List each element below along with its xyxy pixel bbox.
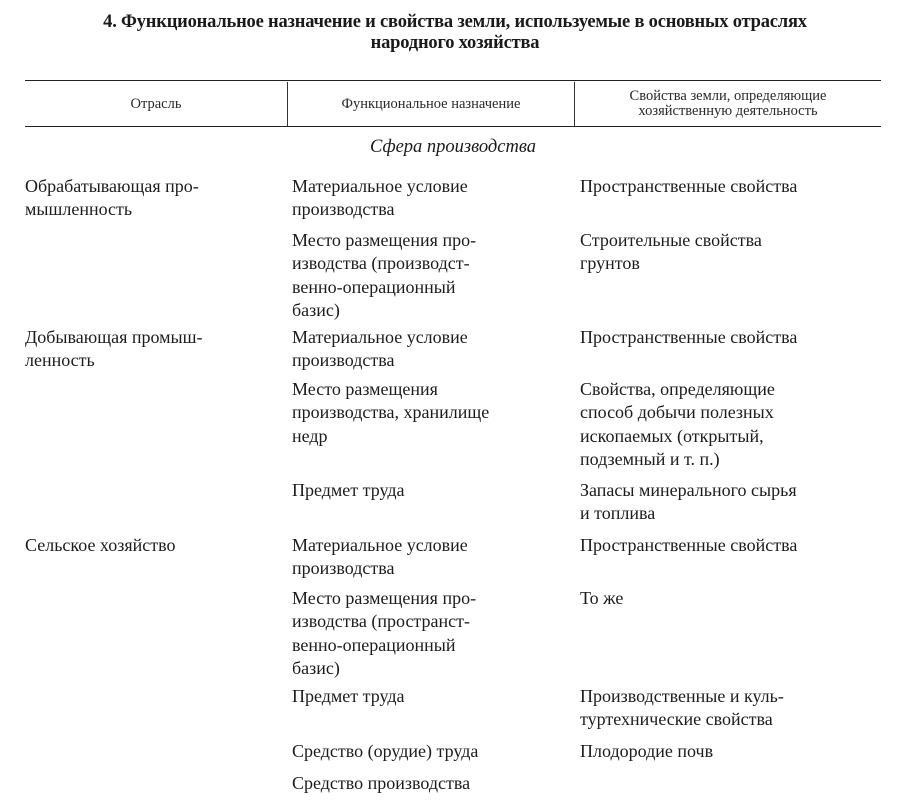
function-cell: Материальное условие производства bbox=[292, 535, 468, 579]
function-cell: Средство (орудие) труда bbox=[292, 741, 479, 761]
property-cell: Производственные и куль- туртехнические свойства bbox=[580, 686, 784, 730]
property-cell: То же bbox=[580, 588, 624, 608]
function-cell: Место размещения про- изводства (производст- венно-операционный базис) bbox=[292, 230, 477, 321]
property-cell: Запасы минерального сырья и топлива bbox=[580, 480, 797, 524]
property-cell: Пространственные свойства bbox=[580, 327, 798, 347]
title-line: 4. Функциональное назначение и свойства земли, используемые в основных отраслях bbox=[103, 12, 807, 32]
industry-cell: Сельское хозяйство bbox=[25, 535, 176, 555]
function-cell: Средство производства bbox=[292, 773, 471, 793]
function-cell: Материальное условие производства bbox=[292, 176, 468, 220]
function-cell: Предмет труда bbox=[292, 686, 405, 706]
function-cell: Предмет труда bbox=[292, 480, 405, 500]
function-cell: Место размещения производства, хранилище недр bbox=[292, 379, 490, 446]
function-cell: Материальное условие производства bbox=[292, 327, 468, 371]
header-properties-line: хозяйственную деятельность bbox=[638, 103, 818, 119]
property-cell: Свойства, определяющие способ добычи полезных ископаемых (открытый, подземный и т. п.) bbox=[580, 379, 775, 470]
header-bottom-rule bbox=[25, 126, 881, 127]
header-function: Функциональное назначение bbox=[341, 95, 521, 112]
title-line: народного хозяйства bbox=[370, 33, 540, 53]
property-cell: Плодородие почв bbox=[580, 741, 714, 761]
table-title bbox=[30, 12, 880, 54]
header-properties-line: Свойства земли, определяющие bbox=[629, 88, 827, 104]
header-industry: Отрасль bbox=[130, 95, 182, 112]
table-top-rule bbox=[25, 80, 881, 81]
function-cell: Место размещения про- изводства (пространст- венно-операционный базис) bbox=[292, 588, 477, 679]
industry-cell: Добывающая промыш- ленность bbox=[25, 327, 203, 371]
property-cell: Пространственные свойства bbox=[580, 535, 798, 555]
property-cell: Пространственные свойства bbox=[580, 176, 798, 196]
property-cell: Строительные свойства грунтов bbox=[580, 230, 762, 274]
header-properties bbox=[575, 82, 881, 126]
section-title: Сфера производства bbox=[369, 137, 537, 157]
industry-cell: Обрабатывающая про- мышленность bbox=[25, 176, 199, 220]
